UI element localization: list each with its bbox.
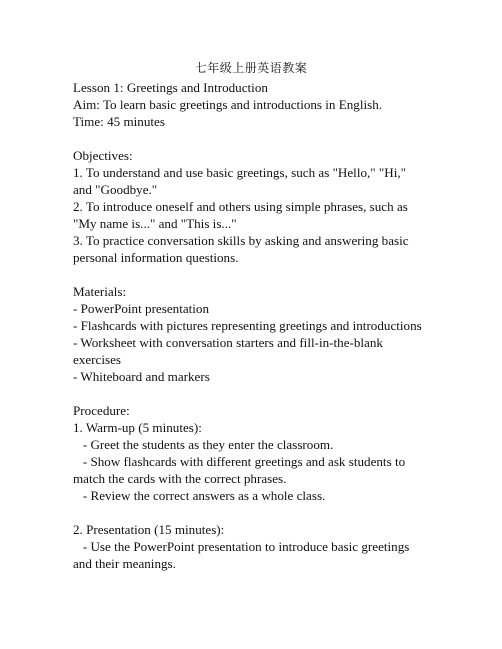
procedure-line: and their meanings. <box>73 556 176 571</box>
spacer <box>73 504 433 521</box>
lesson-line: Lesson 1: Greetings and Introduction <box>73 80 268 95</box>
procedure-heading: Procedure: <box>73 403 130 418</box>
material-line: - Whiteboard and markers <box>73 369 210 384</box>
aim-line: Aim: To learn basic greetings and introductions in English. <box>73 97 383 112</box>
objective-line: "My name is..." and "This is..." <box>73 216 237 231</box>
procedure-line: 1. Warm-up (5 minutes): <box>73 420 202 435</box>
material-line: - Worksheet with conversation starters and fill-in-the-blank <box>73 335 383 350</box>
materials-heading: Materials: <box>73 284 127 299</box>
material-line: exercises <box>73 352 121 367</box>
spacer <box>73 266 433 283</box>
procedure-line: match the cards with the correct phrases. <box>73 471 287 486</box>
objective-line: personal information questions. <box>73 250 239 265</box>
spacer <box>73 385 433 402</box>
objective-line: 1. To understand and use basic greetings, such as "Hello," "Hi," <box>73 165 406 180</box>
procedure-line: - Use the PowerPoint presentation to introduce basic greetings <box>73 539 410 554</box>
objectives-heading: Objectives: <box>73 148 133 163</box>
procedure-line: - Greet the students as they enter the classroom. <box>73 437 334 452</box>
spacer <box>73 130 433 147</box>
procedure-line: - Review the correct answers as a whole class. <box>73 488 326 503</box>
objective-line: 2. To introduce oneself and others using simple phrases, such as <box>73 199 408 214</box>
time-line: Time: 45 minutes <box>73 114 165 129</box>
material-line: - PowerPoint presentation <box>73 301 210 316</box>
document-title: 七年级上册英语教案 <box>194 61 308 75</box>
objective-line: 3. To practice conversation skills by asking and answering basic <box>73 233 409 248</box>
procedure-line: - Show flashcards with different greetings and ask students to <box>73 454 406 469</box>
material-line: - Flashcards with pictures representing greetings and introductions <box>73 318 422 333</box>
procedure-line: 2. Presentation (15 minutes): <box>73 522 225 537</box>
document-body <box>73 79 433 572</box>
objective-line: and "Goodbye." <box>73 182 158 197</box>
